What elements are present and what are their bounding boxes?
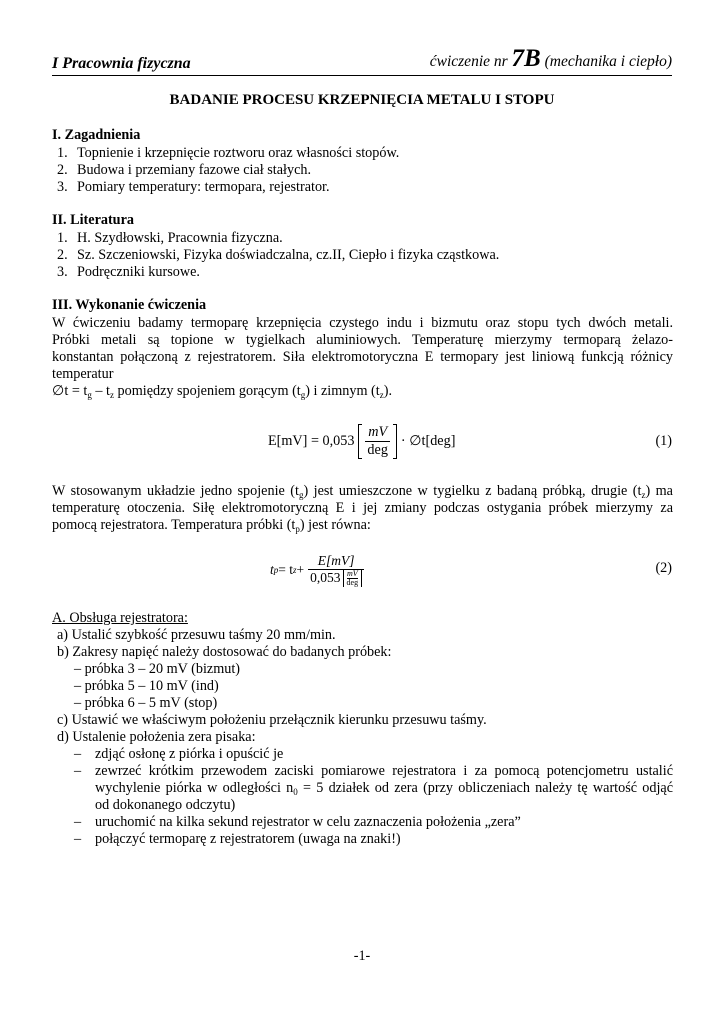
list-item-text: wychylenie piórka w odległości $n_0 = 5$ działek od zera (przy obliczeniach należy tę wartość odjąć	[95, 780, 673, 797]
fraction: E[mV] 0,053 mV deg	[308, 553, 364, 587]
list-item: 1.	[57, 230, 68, 246]
dash-bullet: –	[74, 763, 82, 779]
paragraph-line: W ćwiczeniu badamy termoparę krzepnięcia czystego indu i bizmutu oraz stopu tych dwóch metali.	[52, 315, 673, 331]
list-item: b) Zakresy napięć należy dostosować do badanych próbek:	[57, 644, 392, 660]
list-item: c) Ustawić we właściwym położeniu przełącznik kierunku przesuwu taśmy.	[57, 712, 487, 728]
list-item-text: Topnienie i krzepnięcie roztworu oraz własności stopów.	[77, 145, 400, 161]
list-item-text: zewrzeć krótkim przewodem zaciski pomiarowe rejestratora i za pomocą potencjometru ustalić	[95, 763, 673, 779]
equation-1-number: (1)	[655, 433, 672, 449]
dash-bullet: –	[74, 746, 82, 762]
list-item: – próbka 5 – 10 mV (ind)	[74, 678, 219, 694]
paragraph-line: ∅t = $t_g - t_z$ pomiędzy spojeniem gorącym $(t_g)$ i zimnym $(t_z)$.	[52, 383, 393, 400]
page-title: BADANIE PROCESU KRZEPNIĘCIA METALU I STOPU	[169, 92, 555, 108]
paragraph-line: konstantan połączoną z rejestratorem. Siła elektromotoryczna E termopary jest liniową funkcją różnicy	[52, 349, 673, 365]
header-left: I Pracownia fizyczna	[52, 55, 191, 72]
list-item: 3.	[57, 264, 68, 280]
list-item: – próbka 3 – 20 mV (bizmut)	[74, 661, 241, 677]
list-item-text: Budowa i przemiany fazowe ciał stałych.	[77, 162, 312, 178]
list-item: d) Ustalenie położenia zera pisaka:	[57, 729, 256, 745]
list-item-text: uruchomić na kilka sekund rejestrator w celu zaznaczenia położenia „zera”	[95, 814, 521, 830]
section-1-heading: I. Zagadnienia	[52, 127, 141, 143]
paragraph-line: temperaturę otoczenia. Siłę elektromotoryczną E i jej zmiany podczas ostygania próbek mierzymy za	[52, 500, 673, 516]
equation-2: t p = t z + E[mV] 0,053 mV deg	[270, 548, 364, 592]
list-item: 2.	[57, 247, 68, 263]
list-item-text: od dokonanego odczytu)	[95, 797, 236, 813]
list-item-text: połączyć termoparę z rejestratorem (uwaga na znaki!)	[95, 831, 401, 847]
dash-bullet: –	[74, 831, 82, 847]
equation-2-number: (2)	[655, 560, 672, 576]
list-item: a) Ustalić szybkość przesuwu taśmy 20 mm/min.	[57, 627, 336, 643]
list-item: – próbka 6 – 5 mV (stop)	[74, 695, 218, 711]
dash-bullet: –	[74, 814, 82, 830]
paragraph-line: temperatur	[52, 366, 114, 382]
section-3-heading: III. Wykonanie ćwiczenia	[52, 297, 207, 313]
paragraph-line: W stosowanym układzie jedno spojenie $(t_g)$ jest umieszczone w tygielku z badaną próbką, drugie $(t_z)$ ma	[52, 483, 673, 500]
list-item: 1.	[57, 145, 68, 161]
page-header	[52, 45, 672, 76]
bracket-fraction: $\frac{mV}{\text{deg}}$	[358, 424, 397, 459]
header-right: ćwiczenie nr 7B (mechanika i ciepło)	[429, 45, 672, 72]
list-item-text: Sz. Szczeniowski, Fizyka doświadczalna, cz.II, Ciepło i fizyka cząstkowa.	[77, 247, 500, 263]
page-number: -1-	[353, 948, 371, 964]
paragraph-line: pomocą rejestratora. Temperatura próbki $(t_p)$ jest równa:	[52, 517, 371, 534]
subsection-a-heading: A. Obsługa rejestratora:	[52, 610, 188, 626]
list-item-text: Pomiary temperatury: termopara, rejestrator.	[77, 179, 330, 195]
list-item-text: zdjąć osłonę z piórka i opuścić je	[95, 746, 284, 762]
list-item: 2.	[57, 162, 68, 178]
list-item-text: Podręczniki kursowe.	[77, 264, 200, 280]
paragraph-line: Próbki metali są topione w tygielkach aluminiowych. Temperaturę mierzymy termoparą żelazo-	[52, 332, 673, 348]
section-2-heading: II. Literatura	[52, 212, 134, 228]
equation-1: E[mV] = 0,053 $\frac{mV}{\text{deg}}$ · ∅t[deg]	[268, 423, 456, 458]
list-item: 3.	[57, 179, 68, 195]
list-item-text: H. Szydłowski, Pracownia fizyczna.	[77, 230, 283, 246]
